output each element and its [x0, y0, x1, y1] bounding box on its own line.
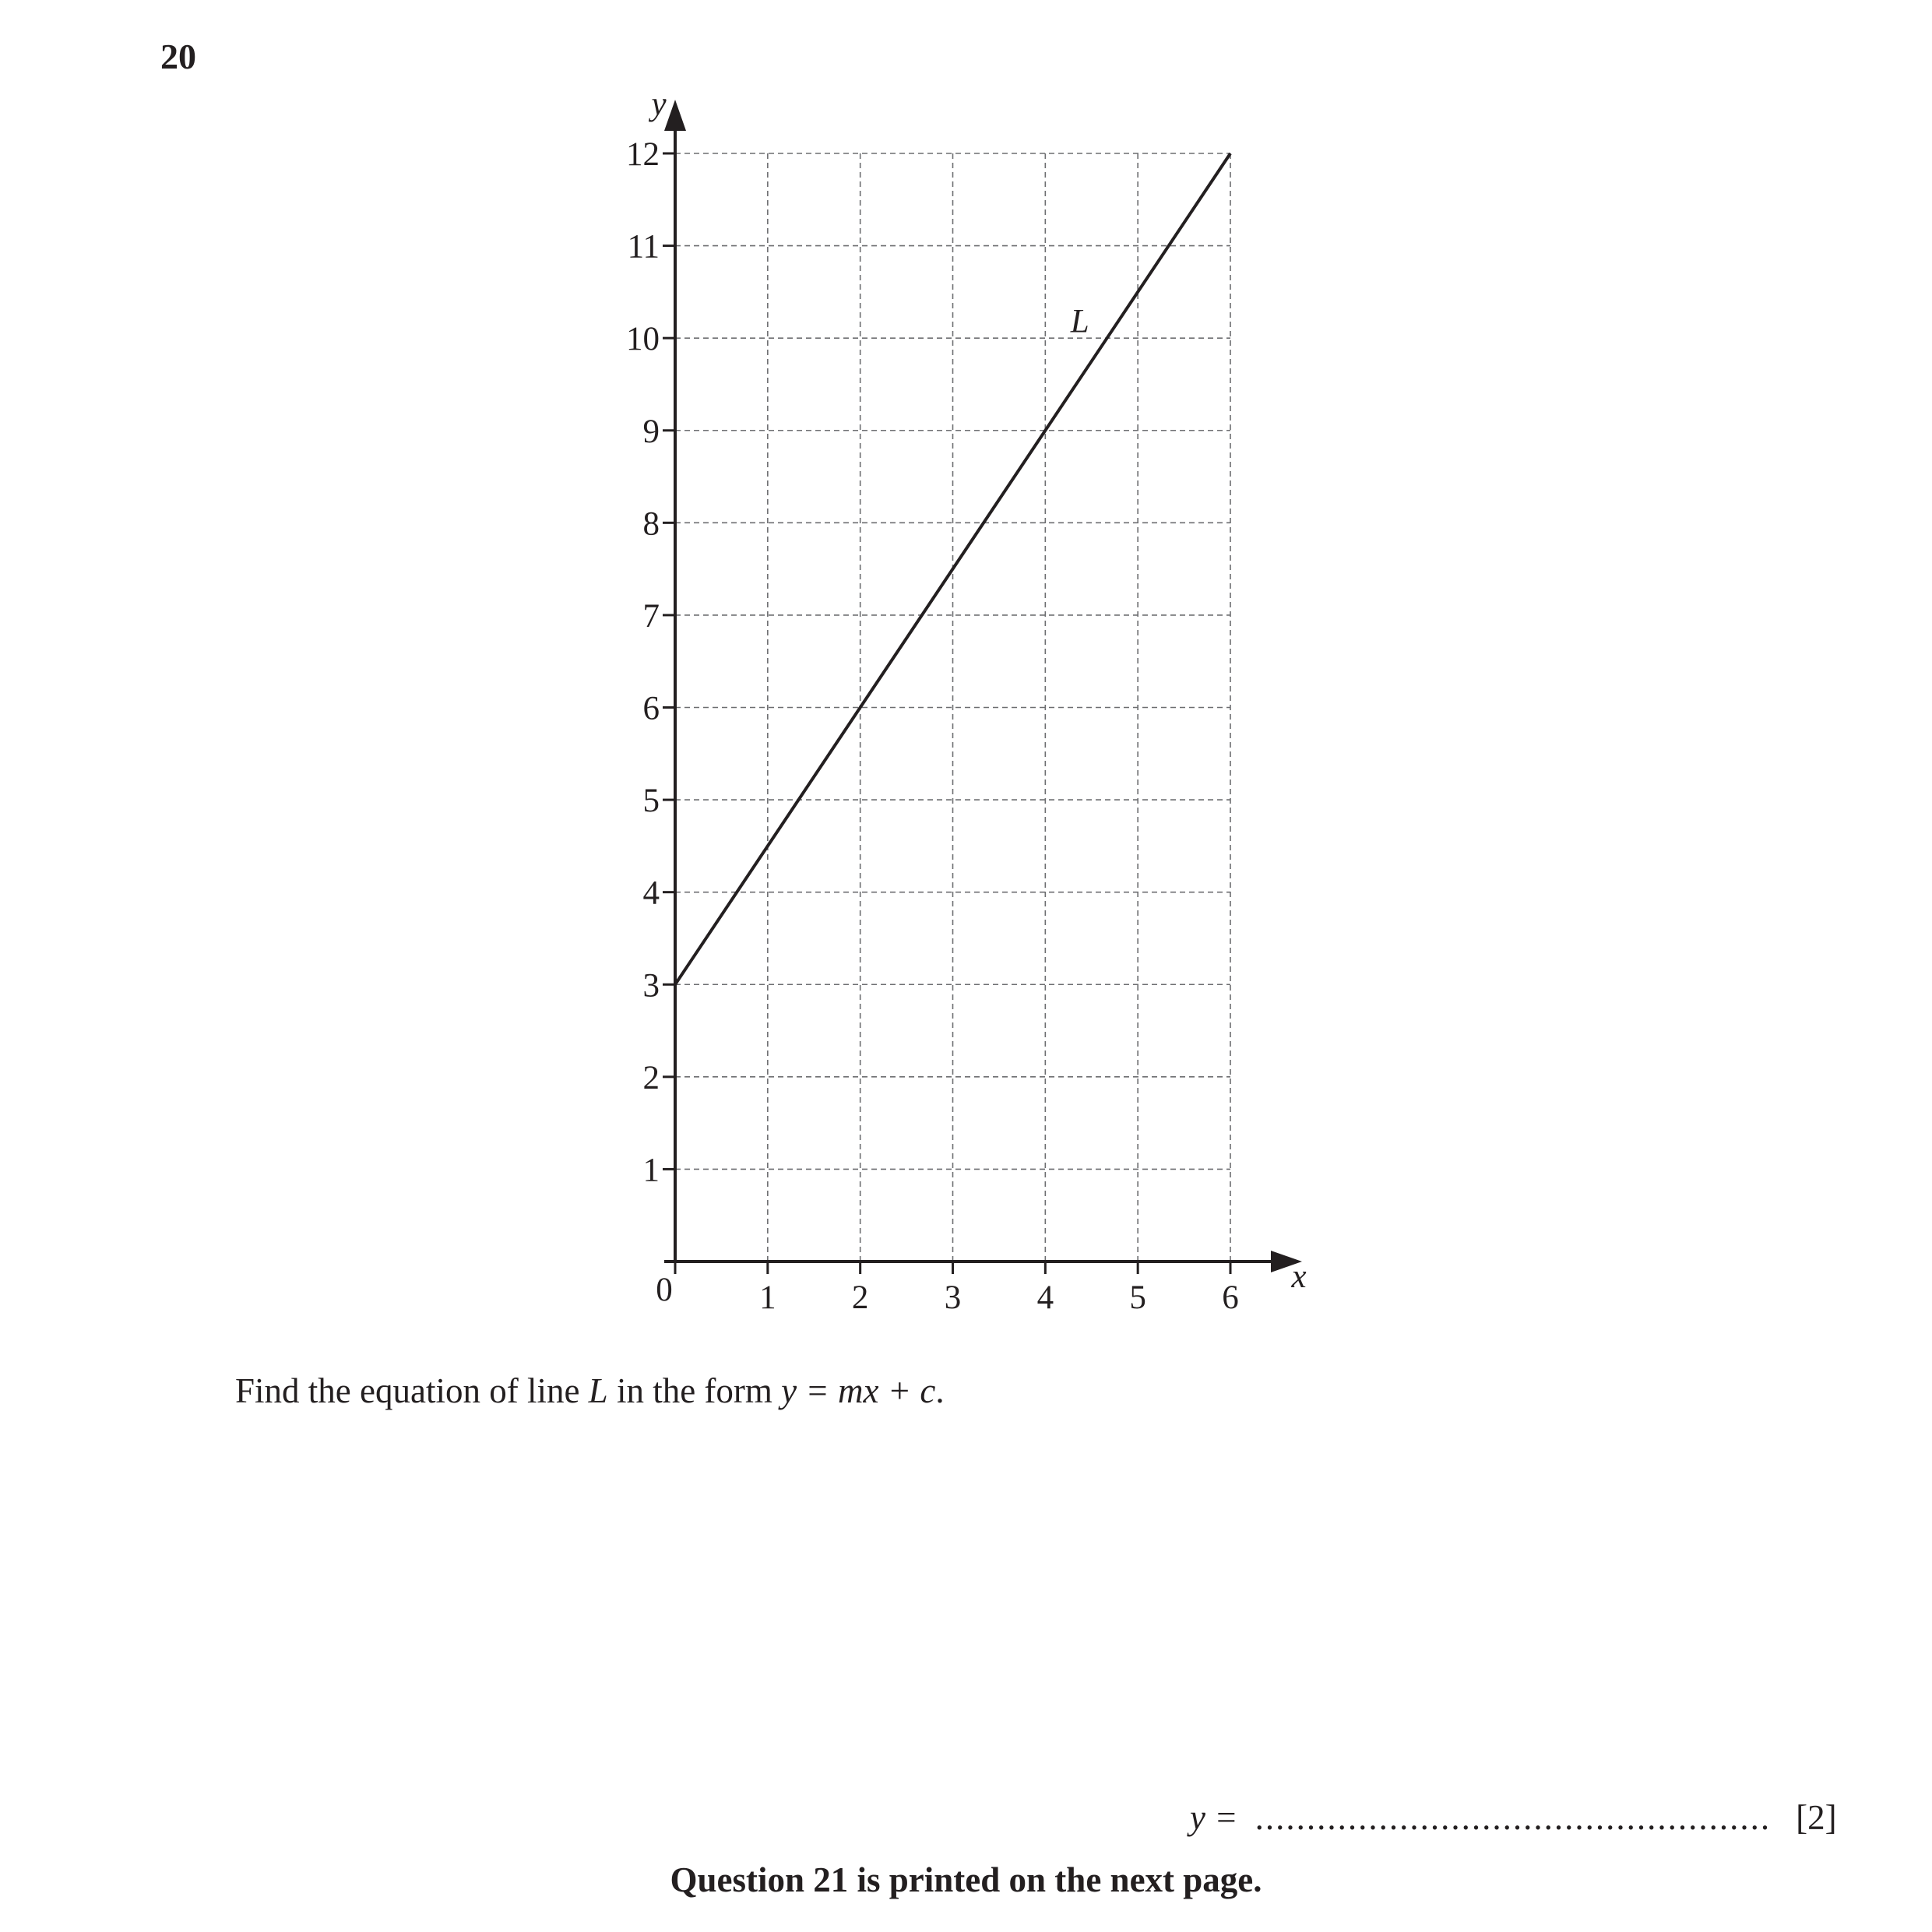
x-tick-label-5: 5: [1129, 1279, 1146, 1316]
x-tick-label-6: 6: [1222, 1279, 1239, 1316]
y-tick-label-4: 4: [642, 875, 660, 912]
y-tick-label-9: 9: [642, 413, 660, 450]
axes: [664, 100, 1302, 1272]
y-tick-label-7: 7: [642, 597, 660, 635]
y-axis-arrowhead: [664, 100, 686, 131]
tick-marks: [663, 153, 1230, 1274]
y-tick-label-5: 5: [642, 783, 660, 820]
y-axis-label: y: [651, 86, 667, 122]
next-page-note: Question 21 is printed on the next page.: [670, 1860, 1262, 1899]
y-tick-label-12: 12: [626, 136, 660, 173]
x-axis-label: x: [1291, 1258, 1307, 1295]
question-middle: in the form: [607, 1371, 782, 1410]
tick-labels: [626, 86, 1307, 1316]
question-line-name: L: [588, 1371, 608, 1410]
x-tick-label-2: 2: [851, 1279, 869, 1316]
question-text: [235, 1371, 945, 1411]
y-tick-label-2: 2: [642, 1059, 660, 1096]
y-tick-label-6: 6: [642, 690, 660, 727]
answer-label: y =: [1190, 1798, 1238, 1837]
question-suffix: .: [935, 1371, 945, 1410]
x-tick-label-3: 3: [944, 1279, 962, 1316]
question-prefix: Find the equation of line: [235, 1371, 589, 1410]
answer-line: [1190, 1797, 1837, 1838]
series-label-L: L: [1070, 303, 1089, 340]
y-tick-label-1: 1: [642, 1152, 660, 1189]
page-number: 20: [160, 37, 196, 76]
question-form: y = mx + c: [781, 1371, 936, 1410]
grid-lines: [675, 153, 1230, 1262]
y-tick-label-3: 3: [642, 967, 660, 1005]
answer-blank[interactable]: ..................................................: [1255, 1798, 1772, 1837]
origin-label: 0: [656, 1272, 673, 1308]
x-tick-label-1: 1: [759, 1279, 776, 1316]
y-tick-label-8: 8: [642, 505, 660, 543]
x-tick-label-4: 4: [1036, 1279, 1054, 1316]
marks-allocation: [2]: [1796, 1798, 1837, 1837]
y-tick-label-11: 11: [627, 228, 660, 266]
y-tick-label-10: 10: [626, 321, 660, 358]
